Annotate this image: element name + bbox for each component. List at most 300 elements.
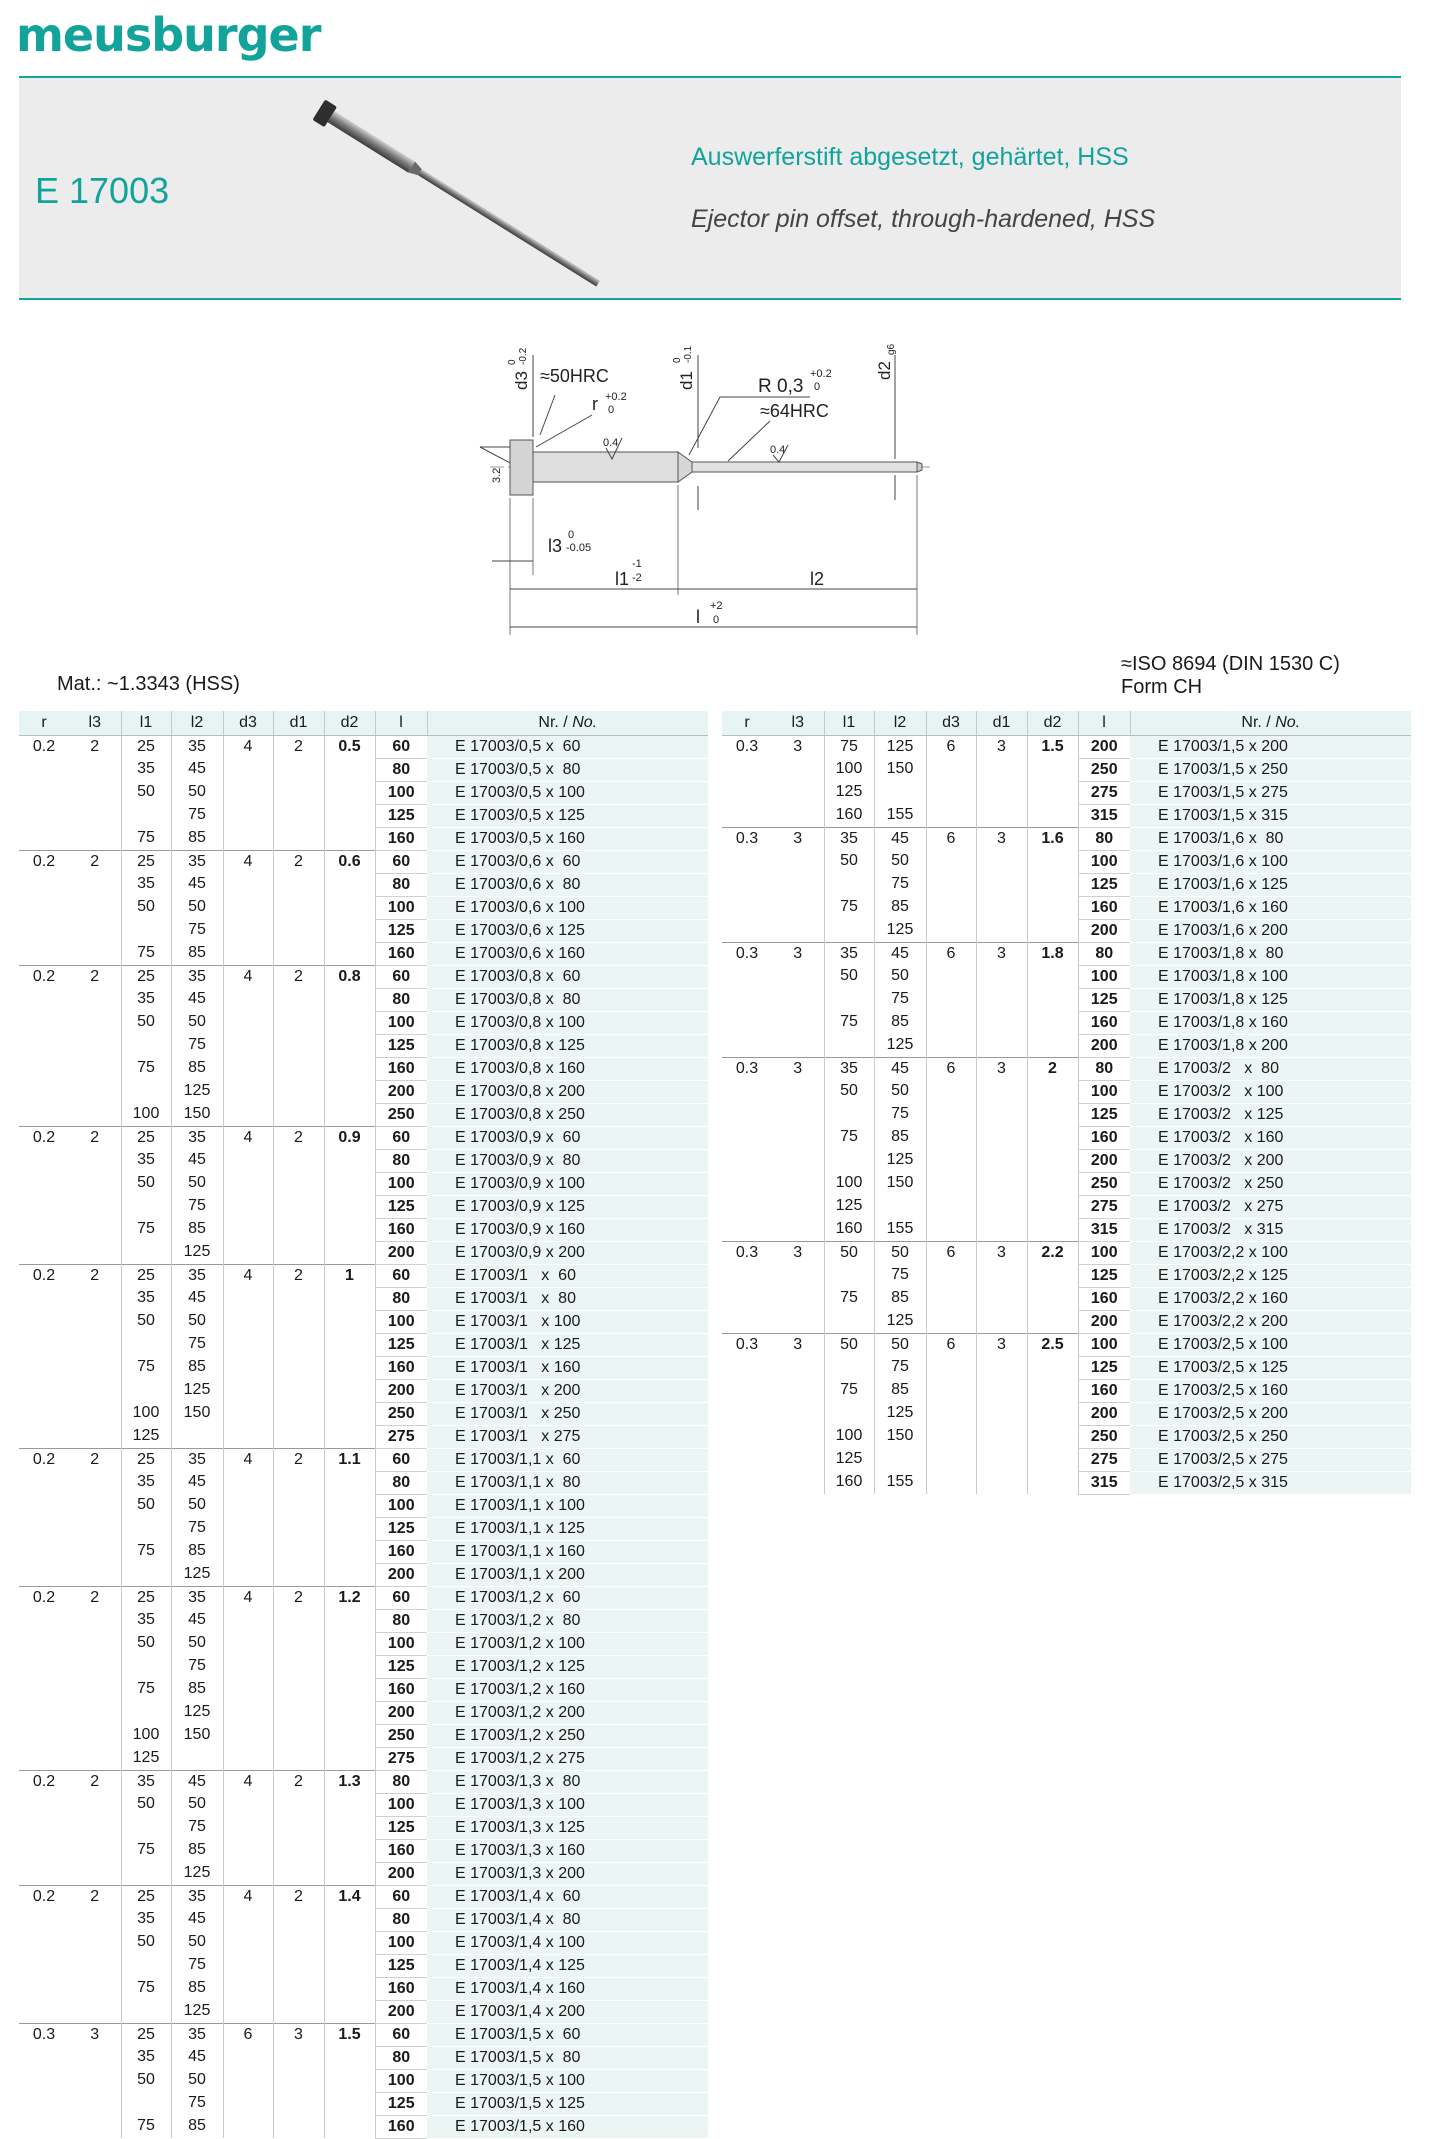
cell-l1: 75 — [121, 942, 171, 965]
header-col-d1: d1 — [976, 711, 1027, 735]
cell-l: 275 — [1078, 781, 1130, 804]
table-row — [722, 1356, 1411, 1379]
cell-l3 — [69, 781, 121, 804]
cell-d2 — [1027, 988, 1078, 1011]
drawing-l-label: l — [696, 607, 700, 627]
cell-l1: 50 — [824, 850, 874, 873]
cell-l3 — [69, 1632, 121, 1655]
cell-l2: 45 — [171, 1609, 223, 1632]
cell-d3 — [223, 1563, 273, 1586]
drawing-l3-tol-lo: -0.05 — [566, 542, 592, 554]
cell-l: 200 — [375, 1080, 427, 1103]
cell-l1: 160 — [824, 804, 874, 827]
table-row — [19, 735, 708, 758]
cell-r — [722, 1448, 772, 1471]
cell-l3 — [772, 758, 824, 781]
cell-order-number: E 17003/2,5 x 315 — [1130, 1471, 1411, 1494]
header-nr: Nr. / No. — [427, 711, 708, 735]
cell-d2 — [1027, 1287, 1078, 1310]
cell-r: 0.3 — [722, 735, 772, 758]
cell-l1: 50 — [824, 965, 874, 988]
cell-d2 — [324, 1540, 375, 1563]
cell-d3 — [926, 1172, 976, 1195]
cell-r — [722, 1379, 772, 1402]
cell-d1 — [273, 1218, 324, 1241]
cell-r — [19, 1747, 69, 1770]
cell-l1: 35 — [121, 1287, 171, 1310]
cell-d2 — [324, 1816, 375, 1839]
cell-l3 — [772, 1149, 824, 1172]
table-row — [19, 2092, 708, 2115]
table-row — [19, 1034, 708, 1057]
cell-l3 — [69, 1747, 121, 1770]
cell-d1 — [273, 1977, 324, 2000]
cell-order-number: E 17003/2,5 x 160 — [1130, 1379, 1411, 1402]
cell-l1: 100 — [121, 1724, 171, 1747]
cell-r — [19, 1149, 69, 1172]
cell-d3 — [223, 1333, 273, 1356]
table-row — [19, 1678, 708, 1701]
cell-r — [19, 1678, 69, 1701]
table-row — [19, 1080, 708, 1103]
cell-l1 — [121, 1655, 171, 1678]
cell-order-number: E 17003/2,5 x 100 — [1130, 1333, 1411, 1356]
cell-d2 — [324, 1701, 375, 1724]
cell-l: 125 — [375, 1034, 427, 1057]
cell-l2: 85 — [874, 1126, 926, 1149]
header-nr: Nr. / No. — [1130, 711, 1411, 735]
cell-l2: 50 — [874, 1333, 926, 1356]
cell-r — [19, 804, 69, 827]
cell-r: 0.2 — [19, 1586, 69, 1609]
cell-d1 — [273, 1149, 324, 1172]
table-header-row — [19, 711, 708, 735]
cell-d3 — [223, 1655, 273, 1678]
cell-l: 60 — [375, 1264, 427, 1287]
cell-l1: 75 — [824, 896, 874, 919]
cell-d1 — [273, 1793, 324, 1816]
cell-l: 100 — [375, 1931, 427, 1954]
cell-order-number: E 17003/1,4 x 100 — [427, 1931, 708, 1954]
cell-l1: 100 — [824, 1172, 874, 1195]
cell-l: 160 — [375, 1356, 427, 1379]
cell-d2: 1.2 — [324, 1586, 375, 1609]
cell-l3 — [69, 1678, 121, 1701]
cell-r — [722, 1011, 772, 1034]
table-row — [19, 1908, 708, 1931]
cell-l3 — [772, 1195, 824, 1218]
table-row — [722, 781, 1411, 804]
cell-d2 — [324, 1103, 375, 1126]
cell-l1: 35 — [121, 1770, 171, 1793]
cell-l3 — [69, 1724, 121, 1747]
cell-l2: 50 — [171, 781, 223, 804]
drawing-l-tol-lo: 0 — [713, 614, 720, 626]
cell-d2 — [324, 1977, 375, 2000]
table-row — [722, 1448, 1411, 1471]
cell-d3 — [223, 896, 273, 919]
cell-l2: 85 — [171, 1839, 223, 1862]
drawing-R-tol-up: +0.2 — [810, 368, 832, 380]
cell-order-number: E 17003/1,4 x 200 — [427, 2000, 708, 2023]
cell-order-number: E 17003/2 x 100 — [1130, 1080, 1411, 1103]
cell-order-number: E 17003/1,5 x 315 — [1130, 804, 1411, 827]
cell-d1: 2 — [273, 1264, 324, 1287]
cell-l: 80 — [1078, 942, 1130, 965]
cell-r — [722, 1264, 772, 1287]
cell-order-number: E 17003/1,3 x 200 — [427, 1862, 708, 1885]
title-english: Ejector pin offset, through-hardened, HSS — [691, 205, 1156, 233]
cell-r — [19, 1034, 69, 1057]
header-col-d1: d1 — [273, 711, 324, 735]
cell-l: 125 — [1078, 1356, 1130, 1379]
cell-order-number: E 17003/0,9 x 160 — [427, 1218, 708, 1241]
cell-d2 — [1027, 781, 1078, 804]
cell-d1: 3 — [976, 942, 1027, 965]
cell-l3 — [69, 919, 121, 942]
cell-d1 — [273, 1195, 324, 1218]
standard-label: ≈ISO 8694 (DIN 1530 C) — [1121, 653, 1340, 675]
cell-l3 — [772, 1126, 824, 1149]
table-row — [19, 1770, 708, 1793]
cell-d2 — [1027, 873, 1078, 896]
cell-r: 0.3 — [722, 1241, 772, 1264]
cell-d2 — [324, 1057, 375, 1080]
cell-l: 200 — [1078, 1402, 1130, 1425]
cell-d3 — [223, 1011, 273, 1034]
cell-d1 — [976, 1379, 1027, 1402]
table-row — [19, 1609, 708, 1632]
cell-l2: 85 — [171, 942, 223, 965]
cell-r — [19, 2000, 69, 2023]
cell-l: 80 — [375, 1770, 427, 1793]
cell-l3 — [69, 1057, 121, 1080]
cell-l1 — [824, 1402, 874, 1425]
product-code: E 17003 — [35, 170, 170, 211]
cell-l1: 50 — [121, 1632, 171, 1655]
cell-l1 — [121, 1563, 171, 1586]
cell-r — [19, 827, 69, 850]
cell-d1 — [273, 1540, 324, 1563]
cell-d3 — [223, 758, 273, 781]
cell-d1 — [273, 2046, 324, 2069]
cell-r — [19, 1655, 69, 1678]
cell-d2: 2.5 — [1027, 1333, 1078, 1356]
table-row — [19, 1379, 708, 1402]
drawing-hrc50: ≈50HRC — [540, 366, 609, 386]
cell-l1: 125 — [824, 1448, 874, 1471]
cell-l1: 75 — [824, 1126, 874, 1149]
header-col-l3: l3 — [69, 711, 121, 735]
cell-d3: 6 — [926, 1333, 976, 1356]
cell-d2 — [324, 1471, 375, 1494]
table-row — [722, 1425, 1411, 1448]
cell-d1 — [976, 988, 1027, 1011]
cell-d3 — [926, 1310, 976, 1333]
cell-l2: 150 — [874, 758, 926, 781]
cell-d2: 0.9 — [324, 1126, 375, 1149]
cell-l1: 75 — [121, 1678, 171, 1701]
cell-d3 — [926, 1471, 976, 1494]
cell-d1: 2 — [273, 1448, 324, 1471]
cell-l: 100 — [1078, 850, 1130, 873]
cell-l1 — [121, 1816, 171, 1839]
cell-l2: 75 — [874, 1264, 926, 1287]
cell-order-number: E 17003/1,4 x 160 — [427, 1977, 708, 2000]
cell-order-number: E 17003/1 x 80 — [427, 1287, 708, 1310]
cell-d2: 1.4 — [324, 1885, 375, 1908]
cell-d1 — [976, 804, 1027, 827]
cell-l3 — [69, 1034, 121, 1057]
cell-d1 — [273, 1011, 324, 1034]
cell-r — [19, 1632, 69, 1655]
cell-d3 — [223, 804, 273, 827]
table-row — [722, 804, 1411, 827]
cell-d1: 3 — [976, 1333, 1027, 1356]
cell-d1 — [976, 758, 1027, 781]
cell-r — [19, 1471, 69, 1494]
cell-order-number: E 17003/1,2 x 60 — [427, 1586, 708, 1609]
standard-info — [1121, 653, 1340, 699]
cell-r — [19, 1057, 69, 1080]
cell-d1 — [273, 1471, 324, 1494]
cell-order-number: E 17003/1,2 x 160 — [427, 1678, 708, 1701]
cell-l3: 2 — [69, 735, 121, 758]
cell-r: 0.2 — [19, 1448, 69, 1471]
cell-order-number: E 17003/1 x 60 — [427, 1264, 708, 1287]
cell-l: 200 — [375, 1701, 427, 1724]
cell-order-number: E 17003/1,3 x 125 — [427, 1816, 708, 1839]
cell-l1 — [121, 1241, 171, 1264]
cell-l1: 75 — [121, 1356, 171, 1379]
header-col-l3: l3 — [772, 711, 824, 735]
cell-d2 — [324, 919, 375, 942]
cell-l: 125 — [375, 919, 427, 942]
cell-l3 — [772, 1011, 824, 1034]
cell-d3: 6 — [926, 1057, 976, 1080]
cell-l3 — [772, 1379, 824, 1402]
cell-l3: 3 — [772, 1333, 824, 1356]
cell-d3 — [223, 1218, 273, 1241]
cell-d2 — [324, 1609, 375, 1632]
cell-d1 — [273, 942, 324, 965]
cell-order-number: E 17003/1,5 x 80 — [427, 2046, 708, 2069]
cell-d3 — [223, 1701, 273, 1724]
cell-r — [19, 1862, 69, 1885]
cell-l3 — [772, 1402, 824, 1425]
cell-l3: 2 — [69, 965, 121, 988]
cell-l: 200 — [375, 1563, 427, 1586]
cell-l3 — [69, 1816, 121, 1839]
cell-order-number: E 17003/1,1 x 80 — [427, 1471, 708, 1494]
table-row — [722, 735, 1411, 758]
cell-l1: 50 — [121, 1793, 171, 1816]
cell-l: 100 — [375, 1172, 427, 1195]
cell-r — [722, 1195, 772, 1218]
cell-order-number: E 17003/1,5 x 60 — [427, 2023, 708, 2046]
drawing-rough3: 3.2 — [491, 467, 503, 483]
cell-d2 — [1027, 1149, 1078, 1172]
header-col-d2: d2 — [1027, 711, 1078, 735]
table-row — [722, 965, 1411, 988]
cell-l2: 75 — [171, 2092, 223, 2115]
cell-d2 — [1027, 1126, 1078, 1149]
cell-l2: 75 — [171, 1655, 223, 1678]
cell-d1 — [273, 1402, 324, 1425]
cell-l: 160 — [375, 827, 427, 850]
cell-order-number: E 17003/1,2 x 100 — [427, 1632, 708, 1655]
cell-l1 — [824, 1034, 874, 1057]
cell-r — [722, 781, 772, 804]
table-row — [19, 896, 708, 919]
cell-l3 — [772, 873, 824, 896]
cell-l: 200 — [375, 1241, 427, 1264]
cell-d2 — [324, 1310, 375, 1333]
cell-l3 — [69, 1379, 121, 1402]
table-row — [19, 850, 708, 873]
cell-d1 — [273, 1908, 324, 1931]
table-row — [19, 1218, 708, 1241]
cell-l3: 2 — [69, 1264, 121, 1287]
cell-r — [722, 1126, 772, 1149]
cell-order-number: E 17003/1,8 x 160 — [1130, 1011, 1411, 1034]
cell-d1 — [976, 1195, 1027, 1218]
cell-d3 — [223, 781, 273, 804]
cell-l: 100 — [375, 896, 427, 919]
cell-d2 — [1027, 758, 1078, 781]
cell-l1: 50 — [121, 1172, 171, 1195]
cell-l2: 45 — [171, 1287, 223, 1310]
header-col-d3: d3 — [926, 711, 976, 735]
drawing-rough1: 0.4 — [603, 437, 619, 449]
cell-l: 125 — [375, 1517, 427, 1540]
cell-order-number: E 17003/1,5 x 250 — [1130, 758, 1411, 781]
cell-d2 — [1027, 919, 1078, 942]
cell-l2: 155 — [874, 1218, 926, 1241]
table-row — [19, 1402, 708, 1425]
cell-l1 — [824, 1264, 874, 1287]
cell-d2 — [1027, 965, 1078, 988]
cell-l3 — [69, 1333, 121, 1356]
cell-l3 — [772, 1356, 824, 1379]
table-header-row — [722, 711, 1411, 735]
cell-d1 — [273, 1425, 324, 1448]
cell-d2 — [324, 1356, 375, 1379]
cell-l: 125 — [375, 804, 427, 827]
cell-d1 — [273, 1034, 324, 1057]
cell-d1 — [976, 1126, 1027, 1149]
cell-r — [19, 1402, 69, 1425]
brand-logo: meusburger — [16, 8, 321, 62]
cell-d3: 4 — [223, 1586, 273, 1609]
cell-l: 200 — [375, 1862, 427, 1885]
cell-l1 — [121, 2092, 171, 2115]
cell-l1 — [121, 1517, 171, 1540]
drawing-hrc64: ≈64HRC — [760, 401, 829, 421]
cell-l1 — [121, 2000, 171, 2023]
cell-d3: 4 — [223, 735, 273, 758]
drawing-r-label: r — [592, 394, 598, 414]
cell-d2 — [324, 1149, 375, 1172]
cell-l: 160 — [375, 1839, 427, 1862]
cell-l1: 100 — [824, 1425, 874, 1448]
cell-order-number: E 17003/2,2 x 100 — [1130, 1241, 1411, 1264]
cell-d1 — [976, 1080, 1027, 1103]
cell-order-number: E 17003/1,6 x 160 — [1130, 896, 1411, 919]
cell-d3 — [926, 850, 976, 873]
cell-d3 — [223, 1839, 273, 1862]
cell-d3 — [223, 1931, 273, 1954]
cell-l1: 75 — [824, 1287, 874, 1310]
table-row — [722, 1034, 1411, 1057]
cell-d3 — [223, 2000, 273, 2023]
table-row — [722, 1310, 1411, 1333]
cell-d2 — [324, 1747, 375, 1770]
drawing-l-tol-up: +2 — [710, 600, 723, 612]
cell-l: 200 — [375, 1379, 427, 1402]
table-row — [19, 1471, 708, 1494]
cell-l2 — [874, 781, 926, 804]
cell-l3 — [69, 2069, 121, 2092]
cell-r — [19, 1563, 69, 1586]
cell-l2: 125 — [874, 1310, 926, 1333]
cell-r: 0.3 — [722, 1057, 772, 1080]
cell-l3 — [69, 1471, 121, 1494]
cell-r — [19, 1954, 69, 1977]
cell-l3 — [69, 1908, 121, 1931]
cell-l1: 25 — [121, 735, 171, 758]
cell-l1: 75 — [121, 1977, 171, 2000]
cell-d3 — [223, 1356, 273, 1379]
cell-l2: 75 — [171, 1034, 223, 1057]
cell-l3 — [69, 1494, 121, 1517]
cell-d1 — [976, 1310, 1027, 1333]
cell-l: 60 — [375, 735, 427, 758]
cell-l: 200 — [1078, 1310, 1130, 1333]
cell-l: 100 — [1078, 965, 1130, 988]
cell-d2 — [1027, 1103, 1078, 1126]
cell-l: 100 — [375, 1310, 427, 1333]
cell-l1: 25 — [121, 850, 171, 873]
cell-l3 — [69, 1954, 121, 1977]
cell-l2: 125 — [874, 1402, 926, 1425]
table-row — [722, 1011, 1411, 1034]
table-row — [19, 1747, 708, 1770]
cell-order-number: E 17003/2,5 x 275 — [1130, 1448, 1411, 1471]
cell-d3 — [223, 1517, 273, 1540]
table-row — [722, 1379, 1411, 1402]
cell-d1: 2 — [273, 850, 324, 873]
cell-l3 — [69, 1839, 121, 1862]
cell-d3 — [223, 1609, 273, 1632]
cell-l1: 50 — [121, 1931, 171, 1954]
cell-order-number: E 17003/1,4 x 125 — [427, 1954, 708, 1977]
cell-l: 160 — [1078, 1126, 1130, 1149]
spec-table-right — [722, 711, 1411, 1495]
cell-d2 — [324, 1655, 375, 1678]
cell-l3: 2 — [69, 1448, 121, 1471]
cell-r — [722, 1356, 772, 1379]
cell-order-number: E 17003/1,5 x 160 — [427, 2115, 708, 2138]
cell-l: 160 — [375, 2115, 427, 2138]
cell-l1: 25 — [121, 1126, 171, 1149]
cell-l2: 75 — [874, 1356, 926, 1379]
cell-l: 160 — [1078, 1287, 1130, 1310]
cell-r — [722, 965, 772, 988]
cell-d1 — [273, 1931, 324, 1954]
cell-d3 — [223, 1954, 273, 1977]
cell-l1: 75 — [121, 1839, 171, 1862]
